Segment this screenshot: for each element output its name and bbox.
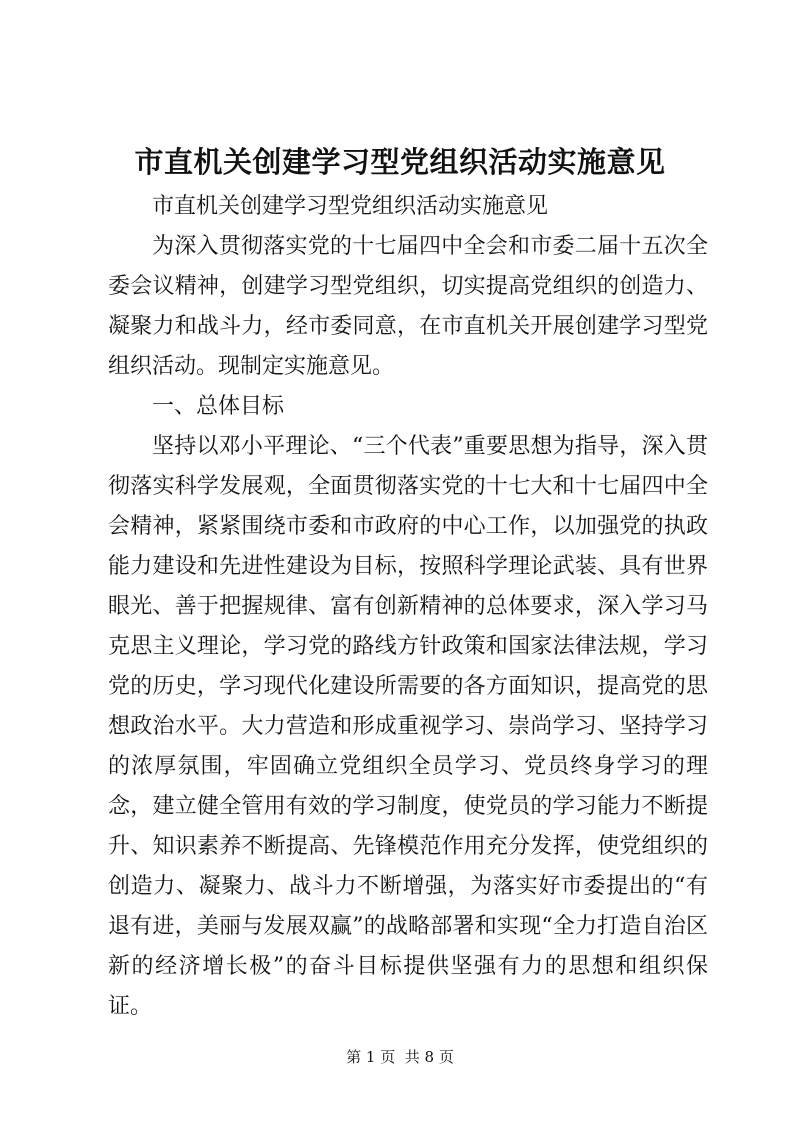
section-heading: 一、总体目标 [152, 394, 285, 419]
goal-paragraph: 坚持以邓小平理论、“三个代表”重要思想为指导，深入贯彻落实科学发展观，全面贯彻落实党的十七大和十七届四中全会精神，紧紧围绕市委和市政府的中心工作，以加强党的执政能力建设和先进性建设为目标，按照科学理论武装、具有世界眼光、善于把握规律、富有创新精神的总体要求，深入学习马克思主义理论，学习党的路线方针政策和国家法律法规，学习党的历史，学习现代化建设所需要的各方面知识，提高党的思想政治水平。大力营造和形成重视学习、崇尚学习、坚持学习的浓厚氛围，牢固确立党组织全员学习、党员终身学习的理念，建立健全管用有效的学习制度，使党员的学习能力不断提升、知识素养不断提高、先锋模范作用充分发挥，使党组织的创造力、凝聚力、战斗力不断增强，为落实好市委提出的“有退有进，美丽与发展双赢”的战略部署和实现“全力打造自治区新的经济增长极”的奋斗目标提供坚强有力的思想和组织保证。 [108, 434, 708, 1019]
document-title: 市直机关创建学习型党组织活动实施意见 [134, 145, 666, 179]
page-number-footer: 第 1 页 共 8 页 [346, 1048, 454, 1066]
subtitle-paragraph: 市直机关创建学习型党组织活动实施意见 [152, 194, 549, 219]
document-body [108, 187, 708, 1027]
intro-paragraph: 为深入贯彻落实党的十七届四中全会和市委二届十五次全委会议精神，创建学习型党组织，切实提高党组织的创造力、凝聚力和战斗力，经市委同意，在市直机关开展创建学习型党组织活动。现制定实施意见。 [108, 234, 708, 379]
